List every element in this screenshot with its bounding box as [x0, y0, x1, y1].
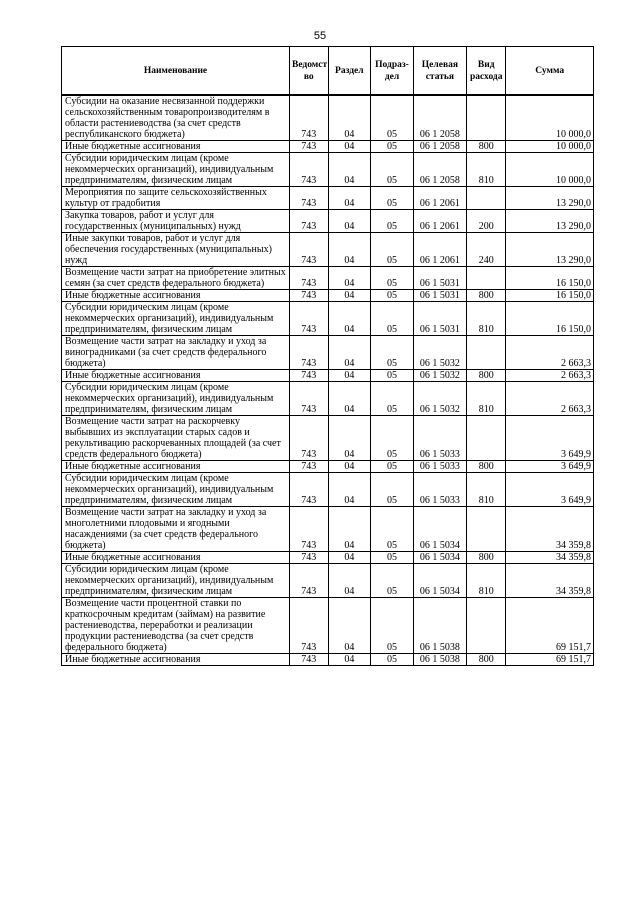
cell-ministry: 743	[289, 233, 328, 267]
cell-amount: 2 663,3	[506, 382, 594, 416]
cell-expense-type: 810	[466, 302, 506, 336]
cell-amount: 69 151,7	[506, 598, 594, 654]
cell-section: 04	[328, 233, 371, 267]
cell-target: 06 1 2061	[413, 233, 466, 267]
cell-name: Иные бюджетные ассигнования	[62, 370, 290, 382]
table-row	[62, 233, 594, 267]
cell-target: 06 1 5038	[413, 598, 466, 654]
cell-section: 04	[328, 290, 371, 302]
cell-ministry: 743	[289, 598, 328, 654]
cell-subsection: 05	[371, 95, 414, 141]
cell-section: 04	[328, 187, 371, 210]
cell-expense-type	[466, 336, 506, 370]
cell-target: 06 1 5032	[413, 370, 466, 382]
cell-amount: 2 663,3	[506, 370, 594, 382]
table-row	[62, 302, 594, 336]
cell-expense-type	[466, 507, 506, 552]
cell-section: 04	[328, 95, 371, 141]
cell-name: Иные бюджетные ассигнования	[62, 141, 290, 153]
table-row	[62, 153, 594, 187]
cell-section: 04	[328, 336, 371, 370]
column-header-subsection: Подраз- дел	[371, 47, 414, 96]
cell-section: 04	[328, 598, 371, 654]
table-row	[62, 382, 594, 416]
cell-amount: 3 649,9	[506, 416, 594, 461]
cell-ministry: 743	[289, 210, 328, 233]
table-row	[62, 552, 594, 564]
cell-amount: 10 000,0	[506, 95, 594, 141]
cell-section: 04	[328, 267, 371, 290]
cell-name: Возмещение части процентной ставки по краткосрочным кредитам (займам) на развитие растениеводства, переработки и реализации продукции растениеводства (за счет средств федерального бюджета)	[62, 598, 290, 654]
cell-subsection: 05	[371, 552, 414, 564]
cell-ministry: 743	[289, 564, 328, 598]
cell-ministry: 743	[289, 153, 328, 187]
cell-expense-type	[466, 416, 506, 461]
cell-name: Субсидии юридическим лицам (кроме некоммерческих организаций), индивидуальным предпринимателям, физическим лицам	[62, 382, 290, 416]
cell-subsection: 05	[371, 302, 414, 336]
table-header-row	[62, 47, 594, 96]
cell-section: 04	[328, 416, 371, 461]
cell-subsection: 05	[371, 153, 414, 187]
cell-expense-type	[466, 187, 506, 210]
cell-target: 06 1 5034	[413, 507, 466, 552]
cell-target: 06 1 5034	[413, 564, 466, 598]
cell-target: 06 1 2061	[413, 210, 466, 233]
cell-subsection: 05	[371, 233, 414, 267]
cell-amount: 34 359,8	[506, 552, 594, 564]
cell-ministry: 743	[289, 416, 328, 461]
table-row	[62, 290, 594, 302]
cell-expense-type: 810	[466, 564, 506, 598]
cell-ministry: 743	[289, 336, 328, 370]
cell-subsection: 05	[371, 187, 414, 210]
cell-amount: 3 649,9	[506, 473, 594, 507]
cell-target: 06 1 5032	[413, 382, 466, 416]
cell-subsection: 05	[371, 382, 414, 416]
column-header-ministry: Ведомст во	[289, 47, 328, 96]
cell-amount: 10 000,0	[506, 141, 594, 153]
cell-expense-type	[466, 267, 506, 290]
cell-amount: 13 290,0	[506, 187, 594, 210]
table-row	[62, 210, 594, 233]
cell-expense-type: 240	[466, 233, 506, 267]
cell-subsection: 05	[371, 473, 414, 507]
column-header-amount: Сумма	[506, 47, 594, 96]
cell-section: 04	[328, 382, 371, 416]
cell-name: Субсидии юридическим лицам (кроме некоммерческих организаций), индивидуальным предпринимателям, физическим лицам	[62, 302, 290, 336]
cell-subsection: 05	[371, 507, 414, 552]
cell-amount: 34 359,8	[506, 564, 594, 598]
cell-target: 06 1 2061	[413, 187, 466, 210]
table-row	[62, 461, 594, 473]
table-row	[62, 507, 594, 552]
cell-expense-type: 810	[466, 473, 506, 507]
cell-ministry: 743	[289, 141, 328, 153]
table-body	[62, 95, 594, 666]
cell-ministry: 743	[289, 654, 328, 666]
cell-section: 04	[328, 507, 371, 552]
table-row	[62, 654, 594, 666]
cell-expense-type	[466, 598, 506, 654]
cell-name: Мероприятия по защите сельскохозяйственных культур от градобития	[62, 187, 290, 210]
cell-ministry: 743	[289, 267, 328, 290]
cell-ministry: 743	[289, 552, 328, 564]
cell-expense-type	[466, 95, 506, 141]
cell-expense-type: 810	[466, 382, 506, 416]
cell-target: 06 1 5032	[413, 336, 466, 370]
table-row	[62, 370, 594, 382]
cell-target: 06 1 5033	[413, 416, 466, 461]
cell-amount: 13 290,0	[506, 210, 594, 233]
cell-name: Возмещение части затрат на закладку и уход за многолетними плодовыми и ягодными насаждениями (за счет средств федерального бюджета)	[62, 507, 290, 552]
cell-expense-type: 800	[466, 290, 506, 302]
cell-section: 04	[328, 654, 371, 666]
cell-section: 04	[328, 210, 371, 233]
table-row	[62, 141, 594, 153]
cell-expense-type: 200	[466, 210, 506, 233]
cell-ministry: 743	[289, 290, 328, 302]
page-number: 55	[313, 30, 327, 42]
cell-amount: 3 649,9	[506, 461, 594, 473]
cell-name: Субсидии юридическим лицам (кроме некоммерческих организаций), индивидуальным предпринимателям, физическим лицам	[62, 153, 290, 187]
cell-subsection: 05	[371, 141, 414, 153]
cell-expense-type: 800	[466, 552, 506, 564]
table-row	[62, 95, 594, 141]
cell-name: Возмещение части затрат на приобретение элитных семян (за счет средств федерального бюджета)	[62, 267, 290, 290]
cell-name: Иные бюджетные ассигнования	[62, 552, 290, 564]
cell-amount: 34 359,8	[506, 507, 594, 552]
cell-target: 06 1 2058	[413, 153, 466, 187]
cell-subsection: 05	[371, 416, 414, 461]
cell-section: 04	[328, 302, 371, 336]
cell-section: 04	[328, 564, 371, 598]
cell-target: 06 1 5034	[413, 552, 466, 564]
column-header-name: Наименование	[62, 47, 290, 96]
cell-ministry: 743	[289, 461, 328, 473]
cell-target: 06 1 5031	[413, 302, 466, 336]
cell-subsection: 05	[371, 370, 414, 382]
cell-name: Возмещение части затрат на закладку и уход за виноградниками (за счет средств федерального бюджета)	[62, 336, 290, 370]
cell-amount: 16 150,0	[506, 267, 594, 290]
budget-table	[61, 46, 594, 666]
cell-subsection: 05	[371, 654, 414, 666]
cell-ministry: 743	[289, 507, 328, 552]
column-header-target: Целевая статья	[413, 47, 466, 96]
cell-name: Субсидии юридическим лицам (кроме некоммерческих организаций), индивидуальным предпринимателям, физическим лицам	[62, 473, 290, 507]
cell-subsection: 05	[371, 564, 414, 598]
cell-amount: 10 000,0	[506, 153, 594, 187]
cell-expense-type: 800	[466, 370, 506, 382]
cell-subsection: 05	[371, 598, 414, 654]
cell-amount: 16 150,0	[506, 302, 594, 336]
cell-section: 04	[328, 461, 371, 473]
cell-target: 06 1 5033	[413, 473, 466, 507]
cell-amount: 13 290,0	[506, 233, 594, 267]
cell-name: Иные бюджетные ассигнования	[62, 654, 290, 666]
cell-target: 06 1 5033	[413, 461, 466, 473]
cell-ministry: 743	[289, 302, 328, 336]
table-row	[62, 564, 594, 598]
cell-name: Субсидии юридическим лицам (кроме некоммерческих организаций), индивидуальным предпринимателям, физическим лицам	[62, 564, 290, 598]
cell-target: 06 1 5038	[413, 654, 466, 666]
cell-name: Закупка товаров, работ и услуг для государственных (муниципальных) нужд	[62, 210, 290, 233]
cell-section: 04	[328, 370, 371, 382]
cell-section: 04	[328, 552, 371, 564]
cell-section: 04	[328, 153, 371, 187]
table-row	[62, 473, 594, 507]
cell-amount: 2 663,3	[506, 336, 594, 370]
cell-ministry: 743	[289, 187, 328, 210]
cell-target: 06 1 5031	[413, 290, 466, 302]
cell-expense-type: 800	[466, 654, 506, 666]
cell-section: 04	[328, 473, 371, 507]
cell-target: 06 1 2058	[413, 141, 466, 153]
table-row	[62, 336, 594, 370]
cell-subsection: 05	[371, 210, 414, 233]
cell-name: Иные закупки товаров, работ и услуг для обеспечения государственных (муниципальных) нужд	[62, 233, 290, 267]
cell-name: Возмещение части затрат на раскорчевку выбывших из эксплуатации старых садов и рекультивацию раскорчеванных площадей (за счет средств федерального бюджета)	[62, 416, 290, 461]
cell-amount: 69 151,7	[506, 654, 594, 666]
cell-target: 06 1 2058	[413, 95, 466, 141]
column-header-section: Раздел	[328, 47, 371, 96]
cell-name: Субсидии на оказание несвязанной поддержки сельскохозяйственным товаропроизводителям в области растениеводства (за счет средств республиканского бюджета)	[62, 95, 290, 141]
cell-subsection: 05	[371, 461, 414, 473]
column-header-expense-type: Вид расхода	[466, 47, 506, 96]
cell-ministry: 743	[289, 382, 328, 416]
cell-ministry: 743	[289, 473, 328, 507]
cell-expense-type: 810	[466, 153, 506, 187]
cell-expense-type: 800	[466, 461, 506, 473]
cell-name: Иные бюджетные ассигнования	[62, 290, 290, 302]
cell-section: 04	[328, 141, 371, 153]
cell-ministry: 743	[289, 370, 328, 382]
cell-subsection: 05	[371, 267, 414, 290]
table-row	[62, 416, 594, 461]
table-row	[62, 267, 594, 290]
cell-amount: 16 150,0	[506, 290, 594, 302]
cell-subsection: 05	[371, 336, 414, 370]
cell-target: 06 1 5031	[413, 267, 466, 290]
cell-subsection: 05	[371, 290, 414, 302]
cell-ministry: 743	[289, 95, 328, 141]
cell-expense-type: 800	[466, 141, 506, 153]
cell-name: Иные бюджетные ассигнования	[62, 461, 290, 473]
table-row	[62, 187, 594, 210]
table-row	[62, 598, 594, 654]
